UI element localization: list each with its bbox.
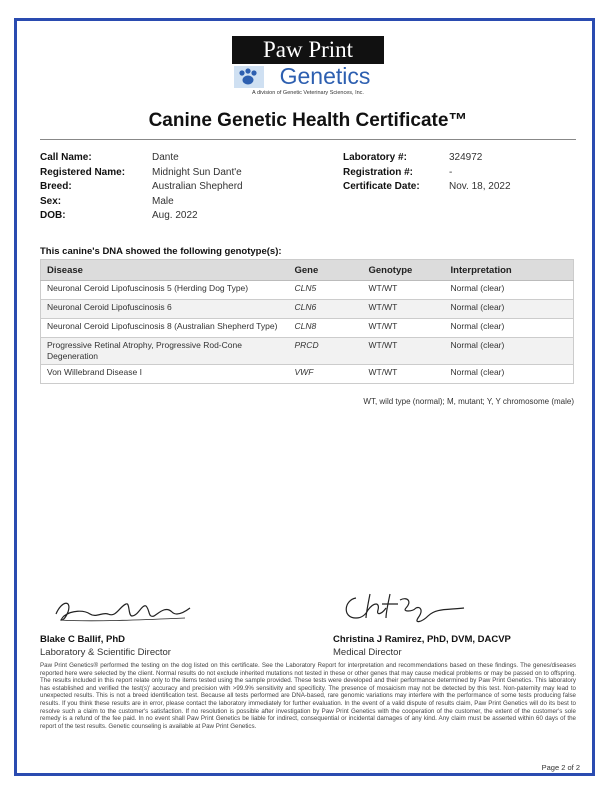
paw-icon: [234, 66, 264, 88]
genotype-cell: WT/WT: [363, 281, 445, 300]
header-gene: Gene: [289, 260, 363, 281]
sex-label: Sex:: [40, 195, 62, 207]
certificate-date-label: Certificate Date:: [343, 181, 420, 192]
interpretation-cell: Normal (clear): [445, 300, 574, 319]
right-signature-image: [338, 588, 478, 630]
gene-cell: CLN8: [289, 319, 363, 338]
table-row: [41, 319, 574, 338]
genotype-cell: WT/WT: [363, 319, 445, 338]
paw-print-genetics-logo: [232, 36, 384, 102]
registered-name-value: Midnight Sun Dant'e: [152, 166, 242, 178]
table-row: [41, 365, 574, 384]
title-divider: [40, 139, 576, 140]
interpretation-cell: Normal (clear): [445, 281, 574, 300]
gene-cell: PRCD: [289, 338, 363, 365]
breed-value: Australian Shepherd: [152, 181, 243, 192]
call-name-value: Dante: [152, 152, 179, 163]
gene-cell: CLN5: [289, 281, 363, 300]
genotype-legend: WT, wild type (normal); M, mutant; Y, Y chromosome (male): [363, 397, 574, 406]
disclaimer-text: Paw Print Genetics® performed the testing on the dog listed on this certificate. See the Laboratory Report for interpretation and recommendations based on these findings. The genes/diseases reported here were selected by the client. Normal results do not exclude inherited mutations not tested in these or other genes that may cause medical problems or may be passed on to offspring. The results included in this report relate only to the items tested using the sample provided. These tests were developed and their performance determined by Paw Print Genetics. This laboratory has established and verified the test(s)' accuracy and precision with >99.9% sensitivity and specificity. The presence of mosaicism may not be detected by this test. Non-paternity may lead to unexpected results. This is not a breed identification test. Because all tests performed are DNA-based, rare genomic variations may interfere with the performance of some tests producing false results. If you think these results are in error, please contact the laboratory immediately for further evaluation. In the event of a valid dispute of results claim, Paw Print Genetics will do its best to resolve such a claim to the customer's satisfaction. If no resolution is possible after investigation by Paw Print Genetics with the cooperation of the customer, the extent of the customer's sole remedy is a refund of the fee paid. In no event shall Paw Print Genetics be liable for indirect, consequential or incidental damages of any kind. Any claim must be asserted within 60 days of the report of the test results. Genetic counseling is available at Paw Print Genetics.: [40, 662, 576, 730]
registration-number-label: Registration #:: [343, 166, 414, 178]
lab-info: [343, 151, 573, 195]
registered-name-label: Registered Name:: [40, 166, 126, 178]
right-signer-title: Medical Director: [333, 647, 402, 658]
genotype-cell: WT/WT: [363, 300, 445, 319]
dob-value: Aug. 2022: [152, 210, 198, 221]
dog-info: [40, 151, 330, 224]
genotype-cell: WT/WT: [363, 365, 445, 384]
sex-value: Male: [152, 195, 174, 207]
disease-cell: Neuronal Ceroid Lipofuscinosis 8 (Australian Shepherd Type): [41, 319, 289, 338]
logo-bottom-text: Genetics: [279, 63, 371, 89]
disease-cell: Von Willebrand Disease I: [41, 365, 289, 384]
gene-cell: CLN6: [289, 300, 363, 319]
table-header-row: [41, 260, 574, 281]
lab-number-label: Laboratory #:: [343, 152, 407, 163]
logo-tagline: A division of Genetic Veterinary Sciences, Inc.: [252, 90, 364, 96]
header-genotype: Genotype: [363, 260, 445, 281]
right-signer-name: Christina J Ramirez, PhD, DVM, DACVP: [333, 634, 511, 645]
interpretation-cell: Normal (clear): [445, 365, 574, 384]
left-signer-name: Blake C Ballif, PhD: [40, 634, 125, 645]
disease-cell: Neuronal Ceroid Lipofuscinosis 6: [41, 300, 289, 319]
lab-number-value: 324972: [449, 152, 483, 163]
registration-number-value: -: [449, 166, 453, 178]
genotype-table: [40, 259, 574, 384]
breed-label: Breed:: [40, 181, 72, 192]
certificate-date-value: Nov. 18, 2022: [449, 181, 511, 192]
genotype-heading: This canine's DNA showed the following genotype(s):: [40, 246, 282, 257]
left-signature-image: [50, 592, 200, 632]
genotype-cell: WT/WT: [363, 338, 445, 365]
header-disease: Disease: [41, 260, 289, 281]
page-number: Page 2 of 2: [541, 763, 580, 772]
table-row: [41, 338, 574, 365]
table-row: [41, 300, 574, 319]
header-interpretation: Interpretation: [445, 260, 574, 281]
disease-cell: Neuronal Ceroid Lipofuscinosis 5 (Herding Dog Type): [41, 281, 289, 300]
interpretation-cell: Normal (clear): [445, 319, 574, 338]
left-signer-title: Laboratory & Scientific Director: [40, 647, 171, 658]
interpretation-cell: Normal (clear): [445, 338, 574, 365]
dob-label: DOB:: [40, 210, 66, 221]
logo-top-text: Paw Print: [232, 36, 384, 64]
certificate-title: Canine Genetic Health Certificate™: [148, 110, 468, 131]
call-name-label: Call Name:: [40, 152, 92, 163]
table-row: [41, 281, 574, 300]
disease-cell: Progressive Retinal Atrophy, Progressive Rod-Cone Degeneration: [41, 338, 289, 365]
gene-cell: VWF: [289, 365, 363, 384]
